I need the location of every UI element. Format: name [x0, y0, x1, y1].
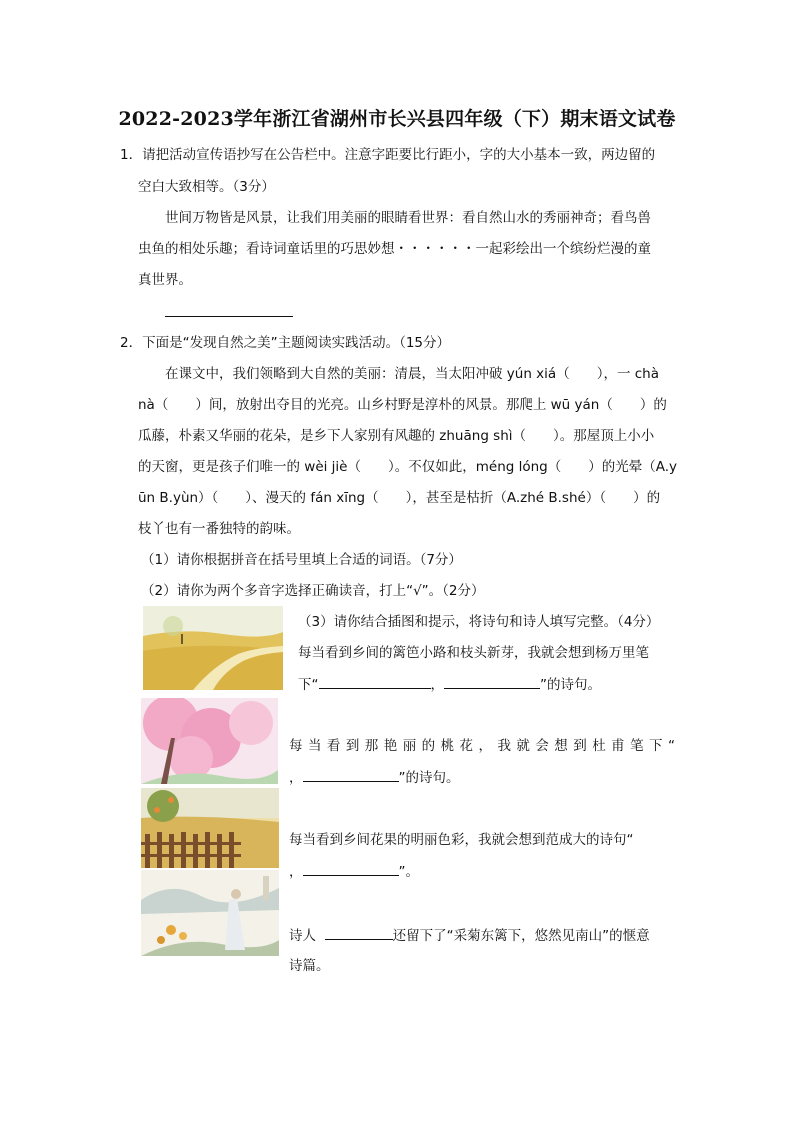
q1-line-1: 1．请把活动宣传语抄写在公告栏中。注意字距要比行距小，字的大小基本一致，两边留的 — [120, 147, 656, 163]
q2-sub3-a-mid: ， — [430, 677, 444, 693]
illustration-peach-blossom — [141, 698, 278, 784]
answer-blank-yangwanli-2[interactable] — [444, 674, 540, 689]
q2-sub3-a-pre: 下“ — [298, 677, 319, 693]
q2-sub3-d-pre: 诗人 — [289, 928, 316, 944]
q2-sub3-d-line2: 诗篇。 — [289, 958, 330, 974]
answer-blank-yangwanli-1[interactable] — [319, 674, 431, 689]
q2-passage-4: 的天窗，更是孩子们唯一的 wèi jiè（ ）。不仅如此，méng lóng（ ）的光晕（A.y — [138, 459, 678, 475]
q2-sub3-c-line2 — [289, 861, 419, 882]
q2-passage-1: 在课文中，我们领略到大自然的美丽：清晨，当太阳冲破 yún xiá（ ），一 chà — [165, 366, 659, 382]
exam-title: 2022-2023学年浙江省湖州市长兴县四年级（下）期末语文试卷 — [118, 108, 676, 130]
q2-intro: 2．下面是“发现自然之美”主题阅读实践活动。（15分） — [120, 335, 451, 351]
q2-passage-3: 瓜藤，朴素又华丽的花朵，是乡下人家别有风趣的 zhuāng shì（ ）。那屋顶上小小 — [138, 428, 655, 444]
q2-sub3-b-line2 — [289, 767, 460, 788]
q2-sub-3: （3）请你结合插图和提示，将诗句和诗人填写完整。（4分） — [298, 614, 660, 630]
q2-sub3-c-pre: ， — [289, 864, 303, 880]
q2-passage-6: 枝丫也有一番独特的韵味。 — [138, 521, 300, 537]
q2-sub3-b-post: ”的诗句。 — [398, 770, 460, 786]
q2-sub-1: （1）请你根据拼音在括号里填上合适的词语。（7分） — [141, 552, 462, 568]
q2-sub3-a-post: ”的诗句。 — [540, 677, 601, 693]
q2-sub3-a-line1: 每当看到乡间的篱笆小路和枝头新芽，我就会想到杨万里笔 — [298, 645, 649, 661]
answer-blank-dufu[interactable] — [303, 767, 399, 782]
q1-line-2: 空白大致相等。（3分） — [138, 179, 275, 195]
illustration-field-path — [143, 606, 283, 690]
q2-sub3-b-line1: 每当看到那艳丽的桃花，我就会想到杜甫笔下“ — [289, 738, 675, 754]
q1-passage-3: 真世界。 — [138, 272, 192, 288]
answer-blank-fanchengda[interactable] — [303, 861, 399, 876]
q2-sub-2: （2）请你为两个多音字选择正确读音，打上“√”。（2分） — [141, 583, 485, 599]
q1-passage-1: 世间万物皆是风景，让我们用美丽的眼睛看世界：看自然山水的秀丽神奇；看鸟兽 — [165, 210, 651, 226]
q2-sub3-d-line1 — [289, 925, 650, 946]
q2-sub3-c-post: ”。 — [398, 864, 419, 880]
answer-blank-poet[interactable] — [325, 925, 393, 940]
illustration-orchard-fence — [141, 788, 279, 868]
q2-sub3-d-post: 还留下了“采菊东篱下，悠然见南山”的惬意 — [392, 928, 650, 944]
q2-sub3-c-line1: 每当看到乡间花果的明丽色彩，我就会想到范成大的诗句“ — [289, 832, 634, 848]
q1-answer-line[interactable] — [165, 316, 293, 317]
q2-sub3-a-line2 — [298, 674, 601, 695]
q2-passage-5: ūn B.yùn）（ ）、漫天的 fán xīng（ ），甚至是枯折（A.zhé B.shé）（ ）的 — [138, 490, 661, 506]
q2-passage-2: nà（ ）间，放射出夺目的光亮。山乡村野是淳朴的风景。那爬上 wū yán（ ）的 — [138, 397, 667, 413]
illustration-chrysanthemum-poet — [141, 870, 279, 956]
q2-sub3-b-pre: ， — [289, 770, 303, 786]
q1-passage-2: 虫鱼的相处乐趣；看诗词童话里的巧思妙想・・・・・・一起彩绘出一个缤纷烂漫的童 — [138, 241, 651, 257]
